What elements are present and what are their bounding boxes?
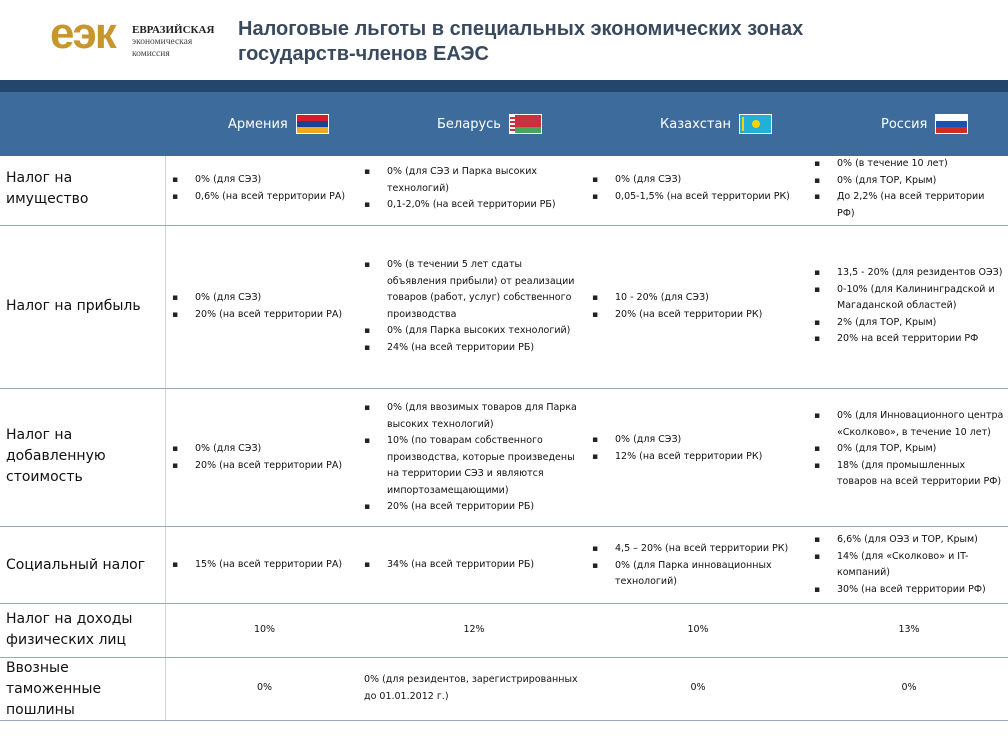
- list-item: ▪ 0% (для Парка высоких технологий): [364, 323, 579, 340]
- belarus-flag-icon: [509, 114, 542, 134]
- list-item: ▪ 13,5 - 20% (для резидентов ОЭЗ): [814, 265, 1004, 282]
- list-item: ▪ 0% (для СЭЗ): [172, 290, 357, 307]
- armenia-flag-icon: [296, 114, 329, 134]
- cell-kazakhstan: [592, 172, 802, 205]
- cell-kazakhstan: 10%: [687, 624, 709, 635]
- cell-armenia: 10%: [253, 624, 276, 635]
- row-label: Социальный налог: [6, 557, 146, 573]
- list-item: ▪ 0% (в течение 10 лет): [814, 156, 1002, 173]
- table-row-property-tax: [0, 156, 1008, 226]
- page-title: [238, 17, 978, 67]
- cell-belarus: [364, 557, 579, 574]
- list-item: ▪ 0% (для СЭЗ и Парка высоких технологий): [364, 164, 564, 197]
- country-header-armenia: [228, 114, 329, 134]
- list-item: ▪ 0% (для СЭЗ): [592, 172, 802, 189]
- list-item: ▪ 20% на всей территории РФ: [814, 331, 1004, 348]
- table-row-customs-duties: [0, 658, 1008, 721]
- list-item: ▪ 20% (на всей территории РА): [172, 307, 357, 324]
- list-item: ▪ 12% (на всей территории РК): [592, 449, 802, 466]
- cell-russia: [814, 408, 1004, 491]
- logo-mark: еэк: [50, 9, 115, 58]
- list-item: ▪ 0% (для Парка инновационных технологий): [592, 558, 802, 591]
- title-line-1: Налоговые льготы в специальных экономических зонах: [238, 18, 804, 40]
- cell-kazakhstan: [592, 541, 802, 591]
- logo-line-3: комиссия: [132, 49, 170, 59]
- list-item: ▪ 0,6% (на всей территории РА): [172, 189, 357, 206]
- country-header-kazakhstan: [660, 114, 772, 134]
- cell-kazakhstan: [592, 290, 802, 323]
- list-item: ▪ 6,6% (для ОЭЗ и ТОР, Крым): [814, 532, 1004, 549]
- title-line-2: государств-членов ЕАЭС: [238, 43, 489, 65]
- russia-flag-icon: [935, 114, 968, 134]
- country-name: Беларусь: [437, 116, 501, 132]
- row-label: Налог на добавленную стоимость: [6, 427, 106, 485]
- row-label: Налог на имущество: [6, 170, 89, 207]
- list-item: ▪ До 2,2% (на всей территории РФ): [814, 189, 1002, 222]
- country-header-russia: [881, 114, 968, 134]
- cell-armenia: [172, 441, 357, 474]
- row-label: Налог на доходы физических лиц: [6, 611, 133, 648]
- list-item: ▪ 34% (на всей территории РБ): [364, 557, 579, 574]
- list-item: ▪ 18% (для промышленных товаров на всей территории РФ): [814, 458, 1004, 491]
- cell-belarus: [364, 257, 579, 356]
- list-item: ▪ 20% (на всей территории РБ): [364, 499, 579, 516]
- cell-russia: 13%: [898, 624, 920, 635]
- list-item: ▪ 15% (на всей территории РА): [172, 557, 357, 574]
- list-item: ▪ 0% (для СЭЗ): [172, 172, 357, 189]
- eec-logo: [40, 8, 215, 68]
- row-label: Ввозные таможенные пошлины: [6, 660, 102, 718]
- row-label: Налог на прибыль: [6, 298, 141, 314]
- list-item: ▪ 20% (на всей территории РА): [172, 458, 357, 475]
- list-item: ▪ 0% (в течении 5 лет сдаты объявления прибыли) от реализации товаров (работ, услуг) собственного производства: [364, 257, 579, 323]
- list-item: ▪ 0% (для СЭЗ): [592, 432, 802, 449]
- list-item: ▪ 2% (для ТОР, Крым): [814, 315, 1004, 332]
- cell-belarus: [364, 164, 564, 214]
- country-name: Россия: [881, 116, 928, 132]
- country-header-belarus: [437, 114, 542, 134]
- cell-armenia: 0%: [256, 682, 273, 693]
- kazakhstan-flag-icon: [739, 114, 772, 134]
- table-row-profit-tax: [0, 226, 1008, 389]
- list-item: ▪ 0% (для СЭЗ): [172, 441, 357, 458]
- list-item: ▪ 20% (на всей территории РК): [592, 307, 802, 324]
- cell-russia: 0%: [901, 682, 917, 693]
- cell-armenia: [172, 172, 357, 205]
- cell-armenia: [172, 290, 357, 323]
- list-item: ▪ 0-10% (для Калининградской и Магаданской областей): [814, 282, 1004, 315]
- list-item: ▪ 0% (для ввозимых товаров для Парка высоких технологий): [364, 400, 579, 433]
- table-row-personal-income-tax: [0, 604, 1008, 658]
- list-item: ▪ 0% (для Инновационного центра «Сколково», в течение 10 лет): [814, 408, 1004, 441]
- logo-line-2: экономическая: [132, 37, 193, 47]
- cell-russia: [814, 265, 1004, 348]
- list-item: ▪ 0% (для ТОР, Крым): [814, 441, 1004, 458]
- cell-belarus: 0% (для резидентов, зарегистрированных до 01.01.2012 г.): [364, 674, 578, 702]
- table-row-social-tax: [0, 527, 1008, 604]
- cell-armenia: [172, 557, 357, 574]
- country-name: Армения: [228, 116, 288, 132]
- list-item: ▪ 24% (на всей территории РБ): [364, 340, 579, 357]
- cell-kazakhstan: [592, 432, 802, 465]
- cell-kazakhstan: 0%: [690, 682, 706, 693]
- country-name: Казахстан: [660, 116, 731, 132]
- cell-russia: [814, 156, 1002, 222]
- cell-belarus: 12%: [463, 624, 485, 635]
- list-item: ▪ 14% (для «Сколково» и IT-компаний): [814, 549, 1004, 582]
- cell-belarus: [364, 400, 579, 516]
- list-item: ▪ 10 - 20% (для СЭЗ): [592, 290, 802, 307]
- list-item: ▪ 10% (по товарам собственного производства, которые произведены на территории СЭЗ и являются импортозамещающими): [364, 433, 579, 499]
- cell-russia: [814, 532, 1004, 598]
- list-item: ▪ 0,1-2,0% (на всей территории РБ): [364, 197, 564, 214]
- list-item: ▪ 0,05-1,5% (на всей территории РК): [592, 189, 802, 206]
- table-row-vat: [0, 389, 1008, 527]
- logo-line-1: ЕВРАЗИЙСКАЯ: [132, 24, 215, 36]
- logo-text: [132, 24, 214, 60]
- list-item: ▪ 4,5 – 20% (на всей территории РК): [592, 541, 802, 558]
- header-divider: [0, 80, 1008, 92]
- list-item: ▪ 0% (для ТОР, Крым): [814, 173, 1002, 190]
- list-item: ▪ 30% (на всей территории РФ): [814, 582, 1004, 599]
